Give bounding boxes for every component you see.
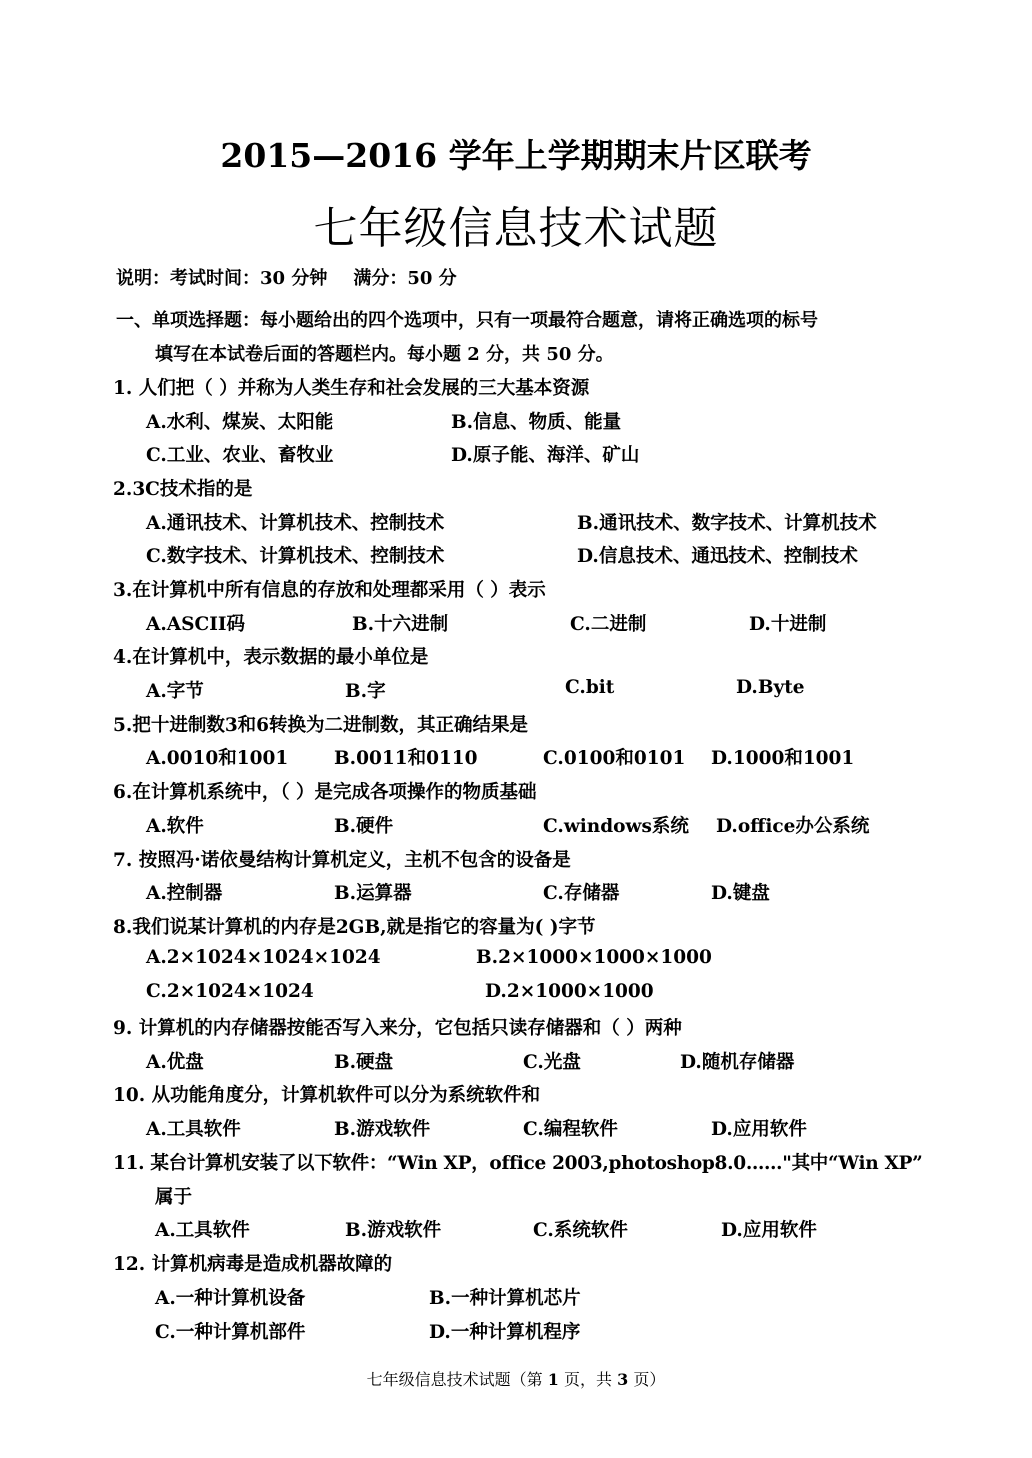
exam-meta bbox=[116, 264, 457, 290]
question-stem: 7. 按照冯·诺依曼结构计算机定义，主机不包含的设备是 bbox=[113, 850, 571, 871]
option: A.通讯技术、计算机技术、控制技术 bbox=[146, 513, 445, 534]
footer-prefix: 七年级信息技术试题（第 bbox=[366, 1370, 543, 1389]
option: D.2×1000×1000 bbox=[485, 981, 654, 1002]
option: D.一种计算机程序 bbox=[429, 1322, 581, 1343]
option: B.0011和0110 bbox=[334, 748, 478, 769]
option: A.字节 bbox=[146, 681, 204, 702]
option: B.硬盘 bbox=[334, 1052, 394, 1073]
section-instructions-line1: 一、单项选择题：每小题给出的四个选项中，只有一项最符合题意，请将正确选项的标号 bbox=[116, 310, 818, 331]
question-stem: 8.我们说某计算机的内存是2GB,就是指它的容量为( )字节 bbox=[113, 917, 596, 938]
section-instructions-line2: 填写在本试卷后面的答题栏内。每小题 2 分，共 50 分。 bbox=[155, 344, 614, 365]
option: B.运算器 bbox=[334, 883, 412, 904]
option: D.十进制 bbox=[749, 614, 827, 635]
option: D.1000和1001 bbox=[711, 748, 855, 769]
option: B.游戏软件 bbox=[334, 1119, 431, 1140]
option: A.0010和1001 bbox=[146, 748, 289, 769]
option: C.系统软件 bbox=[533, 1220, 628, 1241]
option: C.2×1024×1024 bbox=[146, 981, 314, 1002]
option: C.存储器 bbox=[543, 883, 620, 904]
question-stem: 4.在计算机中，表示数据的最小单位是 bbox=[113, 647, 429, 668]
option: D.信息技术、通迅技术、控制技术 bbox=[577, 546, 858, 567]
option: C.windows系统 bbox=[543, 816, 689, 837]
question-stem: 6.在计算机系统中，（ ）是完成各项操作的物质基础 bbox=[113, 782, 537, 803]
option: A.水利、煤炭、太阳能 bbox=[146, 412, 334, 433]
option: D.原子能、海洋、矿山 bbox=[451, 445, 640, 466]
option: A.工具软件 bbox=[155, 1220, 250, 1241]
option: A.优盘 bbox=[146, 1052, 204, 1073]
option: C.bit bbox=[565, 677, 615, 698]
option: B.游戏软件 bbox=[345, 1220, 442, 1241]
option: D.随机存储器 bbox=[680, 1052, 795, 1073]
exam-subtitle: 七年级信息技术试题 bbox=[313, 203, 719, 254]
exam-title: 2015—2016 学年上学期期末片区联考 bbox=[220, 136, 812, 175]
option: C.光盘 bbox=[523, 1052, 581, 1073]
footer-page-number: 1 bbox=[547, 1370, 559, 1389]
option: C.一种计算机部件 bbox=[155, 1322, 306, 1343]
option: B.一种计算机芯片 bbox=[429, 1288, 581, 1309]
question-stem: 11. 某台计算机安装了以下软件：“Win XP，office 2003,photoshop8.0……"其中“Win XP” bbox=[113, 1153, 923, 1174]
footer-suffix: 页） bbox=[633, 1370, 666, 1389]
option: D.Byte bbox=[736, 677, 805, 698]
full-score: 满分：50 分 bbox=[353, 268, 457, 289]
option: A.工具软件 bbox=[146, 1119, 241, 1140]
option: B.字 bbox=[345, 681, 386, 702]
option: C.数字技术、计算机技术、控制技术 bbox=[146, 546, 445, 567]
option: C.工业、农业、畜牧业 bbox=[146, 445, 334, 466]
question-stem: 9. 计算机的内存储器按能否写入来分，它包括只读存储器和（ ）两种 bbox=[113, 1018, 682, 1039]
option: B.硬件 bbox=[334, 816, 394, 837]
option: D.键盘 bbox=[711, 883, 770, 904]
exam-time: 说明：考试时间：30 分钟 bbox=[116, 268, 328, 289]
option: D.应用软件 bbox=[711, 1119, 807, 1140]
option: B.2×1000×1000×1000 bbox=[476, 947, 712, 968]
question-stem: 12. 计算机病毒是造成机器故障的 bbox=[113, 1254, 393, 1275]
option: C.编程软件 bbox=[523, 1119, 618, 1140]
question-stem: 3.在计算机中所有信息的存放和处理都采用（ ）表示 bbox=[113, 580, 546, 601]
option: B.信息、物质、能量 bbox=[451, 412, 622, 433]
option: B.通讯技术、数字技术、计算机技术 bbox=[577, 513, 877, 534]
question-stem: 2.3C技术指的是 bbox=[113, 479, 253, 500]
option: D.office办公系统 bbox=[716, 816, 870, 837]
option: A.2×1024×1024×1024 bbox=[146, 947, 381, 968]
option: A.软件 bbox=[146, 816, 204, 837]
option: B.十六进制 bbox=[352, 614, 449, 635]
question-stem: 5.把十进制数3和6转换为二进制数，其正确结果是 bbox=[113, 715, 529, 736]
option: C.二进制 bbox=[570, 614, 647, 635]
option: A.控制器 bbox=[146, 883, 223, 904]
footer-mid: 页，共 bbox=[563, 1370, 612, 1389]
option: D.应用软件 bbox=[721, 1220, 817, 1241]
footer-total-pages: 3 bbox=[617, 1370, 629, 1389]
option: A.一种计算机设备 bbox=[155, 1288, 306, 1309]
question-stem: 10. 从功能角度分，计算机软件可以分为系统软件和 bbox=[113, 1085, 541, 1106]
question-stem: 1. 人们把（ ）并称为人类生存和社会发展的三大基本资源 bbox=[113, 378, 590, 399]
question-stem-continued: 属于 bbox=[155, 1187, 193, 1208]
option: C.0100和0101 bbox=[543, 748, 686, 769]
option: A.ASCII码 bbox=[146, 614, 246, 635]
page-footer bbox=[0, 1367, 1032, 1390]
